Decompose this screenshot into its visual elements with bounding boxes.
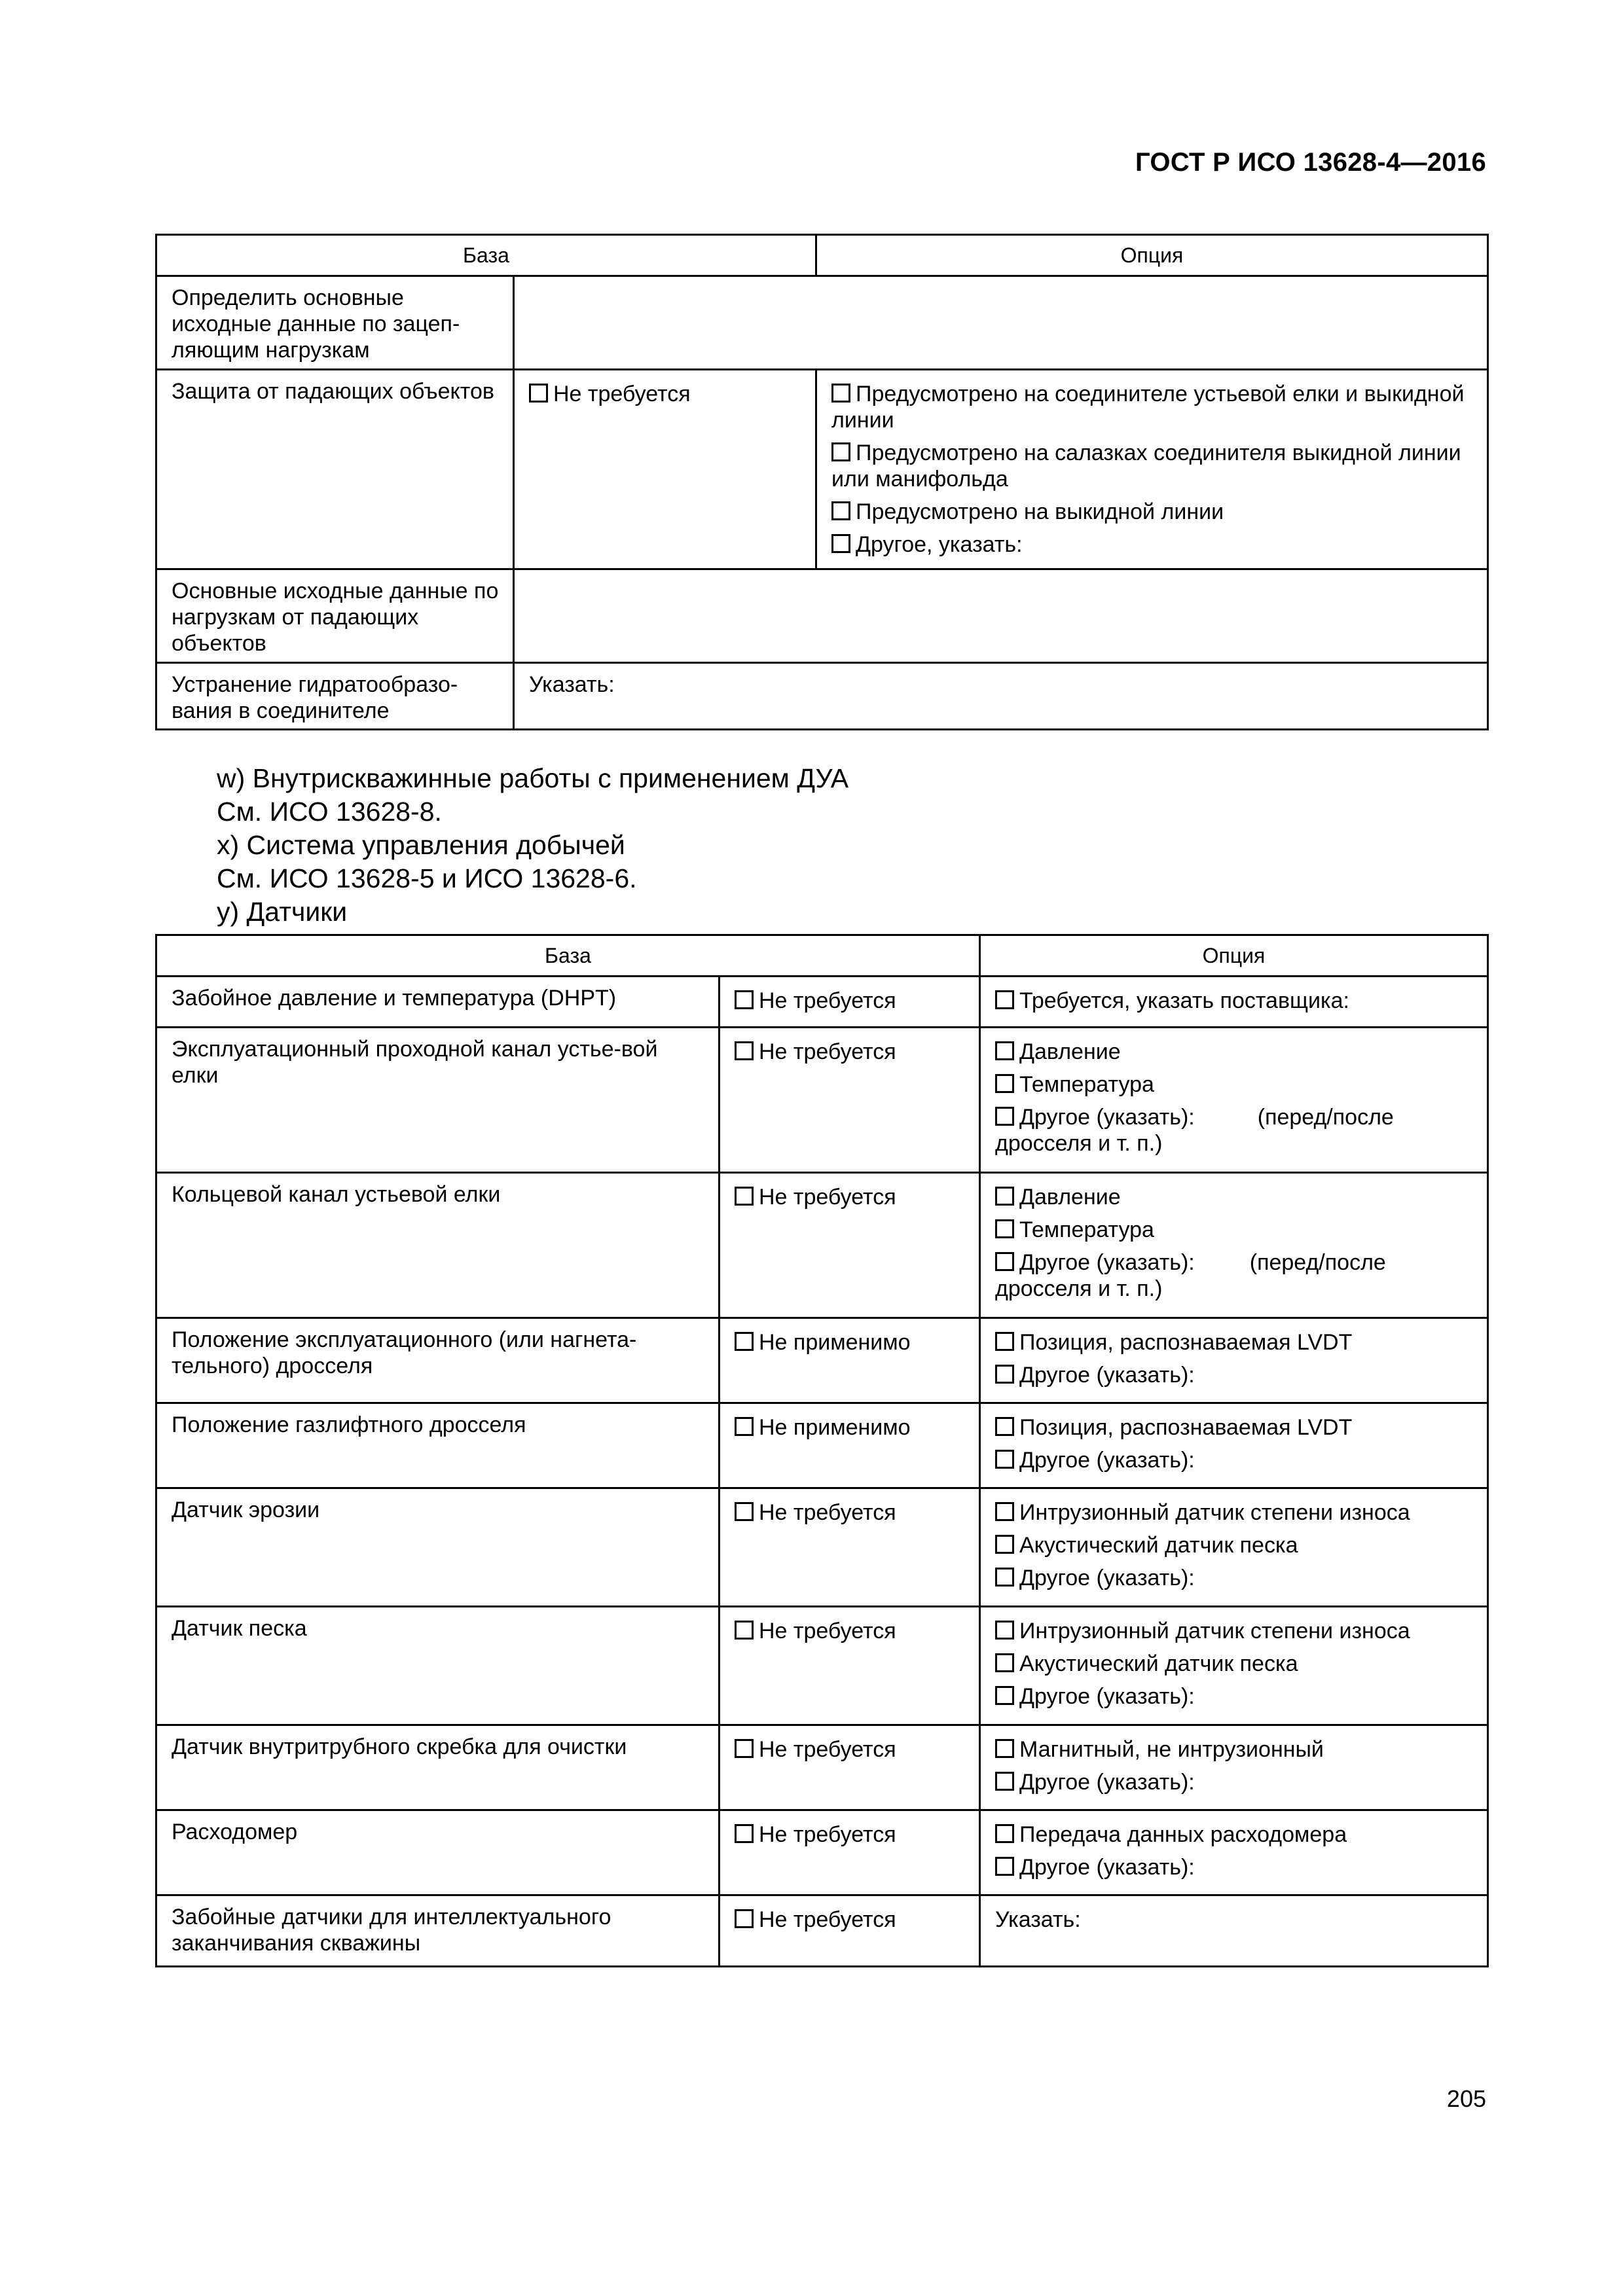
checkbox[interactable] (831, 501, 850, 520)
base-cell: Не требуется (720, 1607, 980, 1725)
base-cell: Не требуется (720, 1028, 980, 1173)
section-list (217, 762, 848, 929)
table-row (156, 1318, 1488, 1403)
checkbox[interactable] (831, 534, 850, 553)
column-header-base: База (156, 935, 980, 977)
requirements-table-1 (155, 234, 1489, 730)
row-label: Забойные датчики для интеллектуального заканчивания скважины (156, 1895, 720, 1967)
option-item: Другое (указать): (995, 1854, 1474, 1880)
page-number: 205 (1446, 2085, 1486, 2112)
option-item: Предусмотрено на выкидной линии (831, 499, 1474, 525)
table-row (156, 1173, 1488, 1318)
option-cell (980, 1318, 1488, 1403)
section-reference: См. ИСО 13628-8. (217, 797, 442, 827)
checkbox[interactable] (995, 1568, 1014, 1587)
row-label: Защита от падающих объектов (156, 370, 514, 569)
checkbox[interactable] (995, 1332, 1014, 1351)
checkbox[interactable] (995, 1824, 1014, 1843)
checkbox[interactable] (995, 1187, 1014, 1206)
option-item: Требуется, указать поставщика: (995, 988, 1474, 1014)
table-row (156, 1895, 1488, 1967)
column-header-option: Опция (816, 235, 1488, 276)
option-note-continuation: дросселя и т. п.) (995, 1131, 1163, 1156)
option-cell (980, 1810, 1488, 1895)
empty-cell[interactable] (514, 276, 1488, 370)
option-cell (980, 1173, 1488, 1318)
base-cell: Не требуется (720, 1173, 980, 1318)
option-cell (816, 370, 1488, 569)
row-label: Датчик песка (156, 1607, 720, 1725)
checkbox[interactable] (995, 1041, 1014, 1060)
column-header-option: Опция (980, 935, 1488, 977)
checkbox[interactable] (995, 1219, 1014, 1238)
checkbox[interactable] (529, 384, 548, 403)
option-item: Другое (указать): (995, 1362, 1474, 1388)
table-row (156, 1725, 1488, 1810)
option-cell (980, 977, 1488, 1028)
checkbox[interactable] (995, 1365, 1014, 1384)
checkbox[interactable] (831, 442, 850, 461)
row-label: Основные исходные данные по нагрузкам от падающих объектов (156, 569, 514, 663)
table-row (156, 1403, 1488, 1488)
section-item: x) Система управления добычей (217, 830, 625, 860)
checkbox[interactable] (995, 1621, 1014, 1640)
option-item: Позиция, распознаваемая LVDT (995, 1414, 1474, 1441)
checkbox[interactable] (831, 384, 850, 403)
option-item: Другое (указать): (995, 1683, 1474, 1710)
option-item: Интрузионный датчик степени износа (995, 1499, 1474, 1526)
checkbox[interactable] (735, 990, 754, 1009)
value-cell[interactable]: Указать: (980, 1895, 1488, 1967)
base-cell: Не применимо (720, 1403, 980, 1488)
row-label: Эксплуатационный проходной канал устье-вой елки (156, 1028, 720, 1173)
table-header-row (156, 235, 1488, 276)
option-item: Передача данных расходомера (995, 1821, 1474, 1848)
base-cell (514, 370, 816, 569)
base-cell: Не требуется (720, 1810, 980, 1895)
option-item: Другое, указать: (831, 531, 1474, 558)
option-cell (980, 1725, 1488, 1810)
base-cell: Не требуется (720, 1895, 980, 1967)
option-item: Интрузионный датчик степени износа (995, 1618, 1474, 1644)
table-row (156, 663, 1488, 730)
checkbox[interactable] (995, 1739, 1014, 1758)
option-cell (980, 1488, 1488, 1607)
checkbox[interactable] (995, 1502, 1014, 1521)
option-item: Предусмотрено на соединителе устьевой елки и выкидной линии (831, 382, 1465, 433)
option-item: Давление (995, 1039, 1474, 1065)
section-reference: См. ИСО 13628-5 и ИСО 13628-6. (217, 863, 637, 893)
option-item: Другое (указать): (995, 1447, 1474, 1473)
checkbox[interactable] (735, 1824, 754, 1843)
base-cell: Не требуется (720, 977, 980, 1028)
section-item: y) Датчики (217, 897, 348, 927)
table-row (156, 977, 1488, 1028)
row-label: Датчик внутритрубного скребка для очистки (156, 1725, 720, 1810)
checkbox[interactable] (735, 1502, 754, 1521)
checkbox[interactable] (735, 1332, 754, 1351)
table-row (156, 1028, 1488, 1173)
base-cell: Не требуется (720, 1725, 980, 1810)
option-item: Другое (указать): (перед/после (995, 1104, 1474, 1130)
checkbox[interactable] (995, 990, 1014, 1009)
checkbox[interactable] (735, 1417, 754, 1436)
base-cell: Не требуется (720, 1488, 980, 1607)
row-label: Устранение гидратообразо-вания в соединителе (156, 663, 514, 730)
checkbox[interactable] (995, 1772, 1014, 1791)
row-label: Датчик эрозии (156, 1488, 720, 1607)
row-label: Определить основные исходные данные по зацеп-ляющим нагрузкам (156, 276, 514, 370)
checkbox-label: Не требуется (553, 382, 691, 406)
option-cell (980, 1028, 1488, 1173)
checkbox[interactable] (995, 1857, 1014, 1876)
table-header-row (156, 935, 1488, 977)
option-item: Предусмотрено на салазках соединителя выкидной линии или манифольда (831, 440, 1461, 492)
checkbox[interactable] (995, 1074, 1014, 1093)
option-note-continuation: дросселя и т. п.) (995, 1276, 1163, 1301)
option-item: Акустический датчик песка (995, 1532, 1474, 1558)
checkbox[interactable] (995, 1686, 1014, 1705)
option-item: Другое (указать): (995, 1769, 1474, 1795)
table-row (156, 1488, 1488, 1607)
option-note: (перед/после (1249, 1250, 1386, 1275)
checkbox[interactable] (995, 1417, 1014, 1436)
sensors-table (155, 934, 1489, 1967)
option-item: Другое (указать): (995, 1565, 1474, 1591)
option-item: Другое (указать): (перед/после (995, 1249, 1474, 1276)
checkbox[interactable] (995, 1107, 1014, 1126)
row-label: Положение газлифтного дросселя (156, 1403, 720, 1488)
checkbox[interactable] (995, 1535, 1014, 1554)
column-header-base: База (156, 235, 816, 276)
option-cell (980, 1607, 1488, 1725)
table-row (156, 370, 1488, 569)
option-item: Температура (995, 1071, 1474, 1098)
checkbox[interactable] (735, 1041, 754, 1060)
section-item: w) Внутрискважинные работы с применением ДУА (217, 763, 849, 793)
table-row (156, 276, 1488, 370)
base-cell: Не применимо (720, 1318, 980, 1403)
table-row (156, 569, 1488, 663)
option-item: Акустический датчик песка (995, 1651, 1474, 1677)
option-cell (980, 1403, 1488, 1488)
option-item: Позиция, распознаваемая LVDT (995, 1329, 1474, 1355)
empty-cell[interactable] (514, 569, 1488, 663)
table-row (156, 1810, 1488, 1895)
row-label: Забойное давление и температура (DHPT) (156, 977, 720, 1028)
checkbox[interactable] (995, 1450, 1014, 1469)
option-note: (перед/после (1257, 1105, 1394, 1130)
checkbox[interactable] (735, 1621, 754, 1640)
option-item: Давление (995, 1184, 1474, 1210)
checkbox[interactable] (995, 1252, 1014, 1271)
checkbox[interactable] (735, 1739, 754, 1758)
option-item: Магнитный, не интрузионный (995, 1736, 1474, 1763)
document-id: ГОСТ Р ИСО 13628-4—2016 (1135, 148, 1486, 177)
option-item: Температура (995, 1217, 1474, 1243)
checkbox[interactable] (735, 1909, 754, 1928)
checkbox[interactable] (735, 1187, 754, 1206)
row-label: Кольцевой канал устьевой елки (156, 1173, 720, 1318)
checkbox[interactable] (995, 1653, 1014, 1672)
table-row (156, 1607, 1488, 1725)
value-cell[interactable]: Указать: (514, 663, 1488, 730)
row-label: Положение эксплуатационного (или нагнета-тельного) дросселя (156, 1318, 720, 1403)
row-label: Расходомер (156, 1810, 720, 1895)
